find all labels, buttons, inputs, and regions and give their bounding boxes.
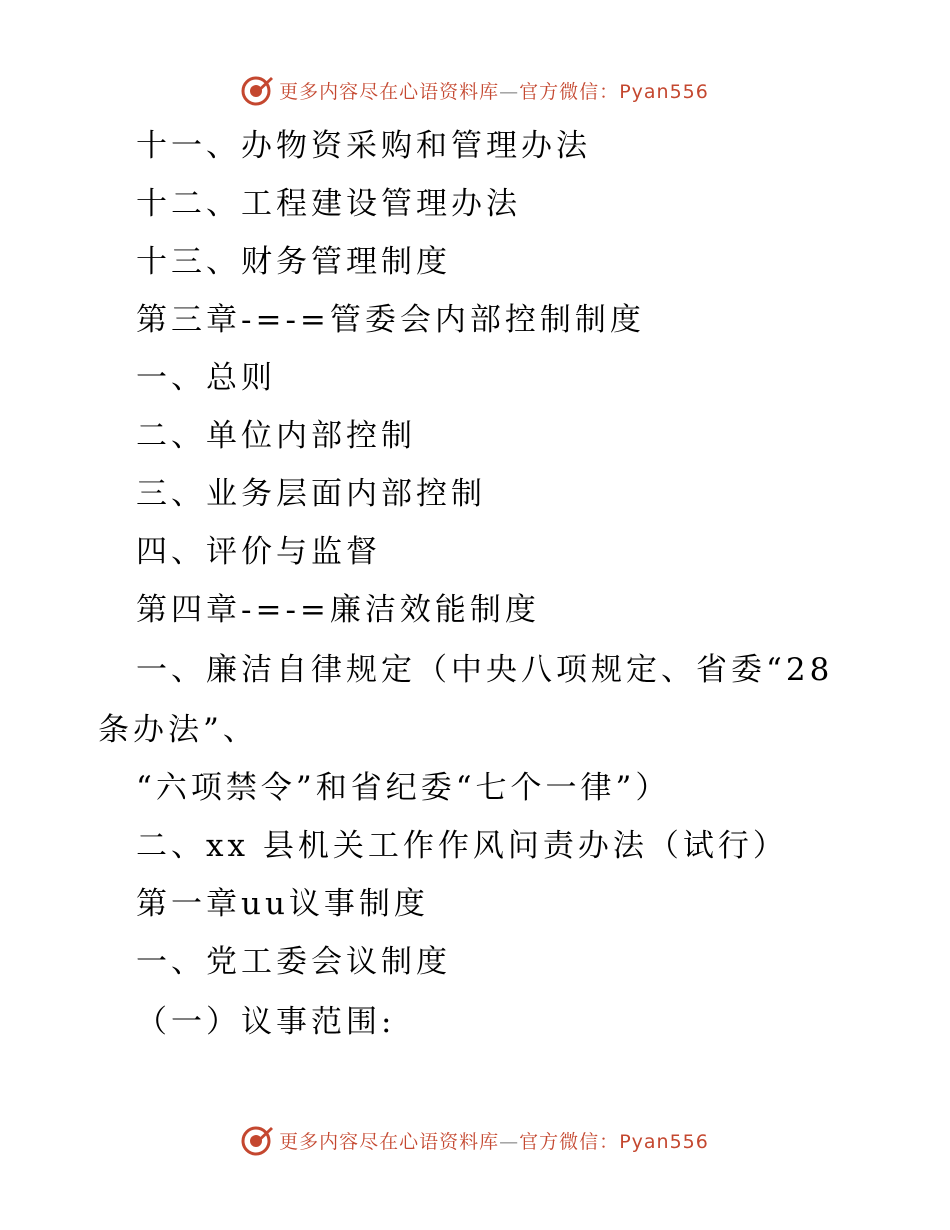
toc-line: 一、廉洁自律规定（中央八项规定、省委“28 <box>136 652 834 688</box>
pen-circle-logo <box>241 73 275 107</box>
toc-line: 三、业务层面内部控制 <box>136 476 486 512</box>
watermark-text: 更多内容尽在心语资料库—官方微信：Pyan556 <box>279 80 709 103</box>
watermark-footer <box>0 1120 950 1160</box>
toc-line: 十三、财务管理制度 <box>136 244 451 280</box>
toc-line: 二、单位内部控制 <box>136 418 416 454</box>
chapter-heading: 第三章-=-=管委会内部控制制度 <box>136 302 645 338</box>
chapter-heading: 第一章uu议事制度 <box>136 886 429 922</box>
toc-line: 一、党工委会议制度 <box>136 944 451 980</box>
chapter-heading: 第四章-=-=廉洁效能制度 <box>136 592 540 628</box>
toc-line: （一）议事范围: <box>136 1004 396 1040</box>
pen-circle-logo <box>241 1123 275 1157</box>
toc-line: 四、评价与监督 <box>136 534 381 570</box>
toc-line: 十二、工程建设管理办法 <box>136 186 521 222</box>
toc-line: 一、总则 <box>136 360 276 396</box>
toc-line: “六项禁令”和省纪委“七个一律”） <box>136 770 671 806</box>
toc-line: 十一、办物资采购和管理办法 <box>136 128 591 164</box>
toc-line: 二、xx 县机关工作作风问责办法（试行） <box>136 828 788 864</box>
watermark-text: 更多内容尽在心语资料库—官方微信：Pyan556 <box>279 1130 709 1153</box>
watermark-header <box>0 70 950 110</box>
toc-line-continuation: 条办法”、 <box>98 712 258 748</box>
